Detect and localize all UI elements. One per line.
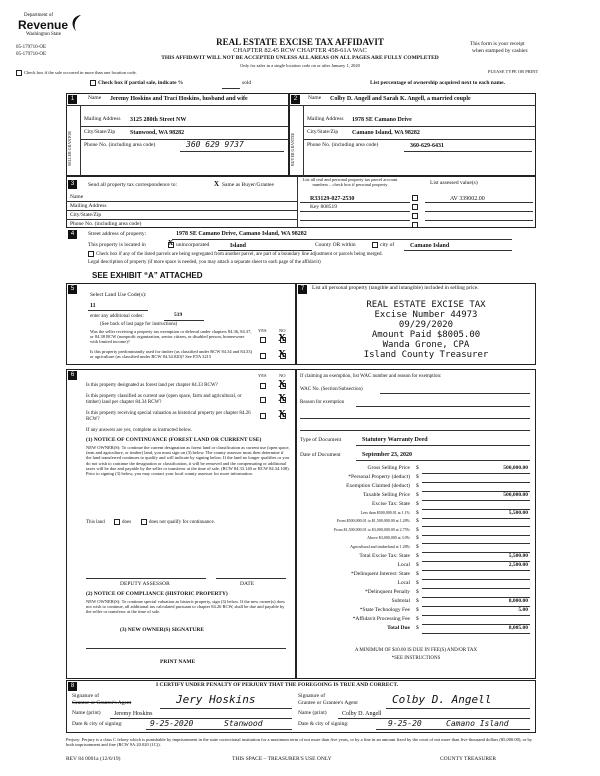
s6-question-2: Is this property classified as current use (open space, farm and agricultural, or timber) land per chapter 84.34 RCW?	[86, 394, 242, 405]
personal-property-checkbox-2[interactable]	[412, 204, 418, 210]
bracket_rows-label: From $500,000.01 to $1,500,000.00 at 1.28%	[337, 518, 410, 524]
corr-city-label: City/State/Zip	[70, 212, 102, 218]
assessor-date-label: DATE	[240, 581, 255, 587]
notice2-title: (2) NOTICE OF COMPLIANCE (HISTORIC PROPERTY)	[86, 591, 228, 597]
grantee-signing-city[interactable]: Camano Island	[446, 719, 509, 728]
located-in-label: This property is located in	[88, 242, 146, 248]
dollar-sign: $	[416, 483, 419, 489]
dollar-sign: $	[416, 492, 419, 498]
exemption-label: If claiming an exemption, list WAC number and reason for exemption:	[300, 374, 442, 379]
total_rows-value[interactable]: 8,005.00	[508, 625, 528, 631]
form-revision: REV 84 0001a (12/6/19)	[66, 756, 121, 762]
bracket_rows-label: From $1,500,000.01 to $3,000,000.00 at 2.75%	[334, 526, 410, 532]
s5-no-header: NO	[279, 328, 286, 333]
street-address[interactable]: 1978 SE Camano Drive, Camano Island, WA 98282	[176, 231, 307, 237]
dollar-sign: $	[416, 607, 419, 613]
correspondence-check-mark[interactable]: X	[214, 180, 220, 188]
section-8-number: 8	[68, 682, 77, 691]
total_rows-label: Local	[397, 580, 410, 586]
s6-q1-no-mark: X	[278, 378, 286, 390]
s5-q1-yes-checkbox[interactable]	[260, 337, 266, 343]
buyer-name[interactable]: Colby D. Angell and Sarah K. Angell, a married couple	[330, 96, 471, 102]
partial-pct-line[interactable]	[222, 88, 240, 89]
seller-name-label: Name	[88, 95, 102, 101]
grantee-signature[interactable]: Colby D. Angell	[392, 693, 492, 706]
land-does-label: does	[122, 520, 132, 525]
section-4-number: 4	[68, 230, 77, 239]
multi-location-label: Check box if the sale occurred in more than one location code.	[24, 70, 137, 75]
city-of-label: city of	[380, 242, 395, 248]
dollar-sign: $	[416, 589, 419, 595]
total_rows-value[interactable]: 2,500.00	[508, 562, 528, 568]
parcel-number-1[interactable]: R33129-027-2530	[310, 196, 355, 202]
doc-date-value[interactable]: September 23, 2020	[362, 452, 413, 458]
tax_rows-label: Excise Tax: State	[371, 501, 410, 507]
grantor-signing-date[interactable]: 9-25-2020	[150, 719, 194, 728]
dollar-sign: $	[416, 571, 419, 577]
unincorporated-check-mark: X	[168, 239, 174, 247]
seller-mailing-label: Mailing Address	[84, 116, 121, 122]
see-back-note: (See back of last page for instructions)	[100, 322, 178, 327]
bracket_rows-value[interactable]: 5,500.00	[508, 510, 528, 516]
s5-q1-no-mark: X	[278, 332, 286, 344]
s6-if-yes-note: If any answers are yes, complete as instructed below.	[86, 428, 193, 433]
grantee-signing-date[interactable]: 9-25-20	[388, 719, 422, 728]
section-5-number: 5	[68, 285, 77, 294]
minimum-due-note: A MINIMUM OF $10.00 IS DUE IN FEE(S) AND/OR TAX	[354, 648, 478, 653]
tax_rows-value[interactable]: 500,000.00	[503, 492, 528, 498]
dollar-sign: $	[416, 474, 419, 480]
land-does-checkbox[interactable]	[114, 519, 120, 525]
land-use-label: Select Land Use Code(s):	[90, 292, 147, 298]
s6-q1-yes-checkbox[interactable]	[260, 383, 266, 389]
stamp-line-4: Amount Paid $8005.00	[371, 330, 481, 340]
s5-question-2: Is this property predominantly used for timber (as classified under RCW 84.34 and 84.33) or agriculture (as classified under RCW 84.34.020)? See ETA 3215	[90, 349, 253, 360]
seller-city[interactable]: Stanwood, WA 98282	[130, 130, 185, 136]
total_rows-label: *State Technology Fee	[359, 607, 410, 613]
county-treasurer-label: COUNTY TREASURER	[440, 756, 497, 762]
treasurer-use-only: THIS SPACE – TREASURER'S USE ONLY	[232, 756, 332, 762]
doc-date-label: Date of Document	[300, 452, 341, 458]
dollar-sign: $	[416, 616, 419, 622]
section-7-number: 7	[298, 285, 307, 294]
new-owner-signature-label: (3) NEW OWNER(S) SIGNATURE	[120, 627, 204, 633]
sold-label: sold	[242, 80, 252, 86]
buyer-side-label: BUYER GRANTEE	[290, 132, 295, 166]
dollar-sign: $	[416, 625, 419, 631]
s5-q2-yes-checkbox[interactable]	[260, 353, 266, 359]
s6-no-header: NO	[279, 373, 286, 378]
page-subtitle: CHAPTER 82.45 RCW CHAPTER 458-61A WAC	[233, 47, 367, 54]
print-name-label: PRINT NAME	[160, 659, 196, 665]
s6-q3-no-mark: X	[278, 408, 286, 420]
section-1-number: 1	[68, 95, 77, 104]
buyer-city-label: City/State/Zip	[307, 129, 339, 135]
s6-question-3: Is this property receiving special valuation as historical property per chapter 84.26 RCW?	[86, 411, 251, 422]
dollar-sign: $	[416, 535, 419, 542]
dollar-sign: $	[416, 553, 419, 559]
doc-type-value[interactable]: Statutory Warranty Deed	[362, 437, 428, 443]
dollar-sign: $	[416, 526, 419, 533]
perjury-notice: Perjury: Perjury is a class C felony which is punishable by imprisonment in the state correctional institution for a maximum term of not more than five years, or by a fine in an amount fixed by the court of not more than five thousand dollars ($5,000.00), or by both imprisonment and fine (RCW 9A.20.020 (1C)).	[66, 737, 533, 748]
total_rows-label: Total Excise Tax: State	[359, 553, 410, 559]
s5-yes-header: YES	[258, 328, 267, 333]
partial-sale-checkbox[interactable]	[90, 80, 96, 86]
s6-question-1: Is this property designated as forest land per chapter 84.33 RCW?	[86, 383, 218, 388]
deputy-assessor-label: DEPUTY ASSESSOR	[120, 581, 170, 587]
only-for-text: Only for sales in a single location code on or after January 1, 2020	[240, 63, 360, 68]
warning-text: THIS AFFIDAVIT WILL NOT BE ACCEPTED UNLESS ALL AREAS ON ALL PAGES ARE FULLY COMPLETED	[161, 55, 439, 61]
bracket_rows-label: Less than $500,000.01 at 1.1%	[360, 510, 410, 515]
total_rows-value[interactable]: 5.00	[518, 607, 528, 613]
section-3-number: 3	[68, 180, 77, 189]
dollar-sign: $	[416, 510, 419, 516]
section-2-number: 2	[291, 95, 300, 104]
grantee-sig-label: Signature of	[298, 693, 326, 699]
dept-line2: Revenue	[18, 18, 69, 32]
partial-sale-label: Check box if partial sale, indicate %	[98, 80, 184, 86]
land-does-not-label: does not qualify for continuance.	[149, 520, 215, 525]
bracket_rows-label: Above $3,000,000 at 3.0%	[367, 535, 410, 541]
land-does-not-checkbox[interactable]	[141, 519, 147, 525]
total_rows-value[interactable]: 8,000.00	[508, 598, 528, 604]
form-code-2: 05-179710-OE	[16, 52, 46, 57]
street-address-label: Street address of property:	[88, 231, 147, 237]
see-instructions-note: *SEE INSTRUCTIONS	[391, 656, 441, 661]
parcel-number-2[interactable]: Key 808519	[310, 204, 338, 210]
total_rows-label: *Delinquent Penalty	[364, 589, 410, 595]
buyer-phone-label: Phone No. (including area code)	[307, 142, 379, 148]
parcel-list-header: List all real and personal property tax parcel account numbers – check box if personal property	[302, 177, 398, 188]
form-code-1: 05-179710-OE	[16, 45, 46, 50]
total_rows-label: Total Due	[387, 625, 410, 631]
s6-yes-header: YES	[258, 373, 267, 378]
county-value[interactable]: Island	[230, 243, 247, 249]
personal-property-checkbox-4[interactable]	[412, 222, 418, 228]
segregated-label: Check box if any of the listed parcels are being segregated from another parcel, are part of a boundary line adjustment or parcels being merged.	[96, 252, 383, 257]
land-use-code[interactable]: 11	[90, 303, 96, 309]
dollar-sign: $	[416, 562, 419, 568]
s6-q2-no-mark: X	[278, 392, 286, 404]
grantee-name-label: Name (print)	[298, 710, 327, 716]
corr-mailing-label: Mailing Address	[70, 203, 107, 209]
dollar-sign: $	[416, 543, 419, 550]
stamp-line-3: 09/29/2020	[398, 320, 454, 330]
grantor-printed-name[interactable]: Jeremy Hoskins	[114, 711, 153, 717]
receipt-note-2: when stamped by cashier.	[472, 48, 529, 54]
seller-phone[interactable]: 360 629 9737	[186, 140, 244, 149]
grantor-date-label: Date & city of signing:	[72, 721, 123, 727]
grantor-name-label: Name (print)	[72, 710, 101, 716]
doc-type-label: Type of Document	[300, 437, 342, 443]
bracket_rows-label: Agricultural and timberland at 1.28%	[350, 543, 410, 549]
grantor-signature[interactable]: Jery Hoskins	[176, 693, 256, 706]
grantor-agent-label: Grantor or Grantor's Agent	[72, 700, 132, 706]
city-of-checkbox[interactable]	[372, 242, 378, 248]
corr-name-label: Name	[70, 194, 84, 200]
dollar-sign: $	[416, 598, 419, 604]
list-pct-note: List percentage of ownership acquired next to each name.	[370, 80, 505, 86]
tax_rows-label: Gross Selling Price	[367, 465, 410, 471]
personal-property-checkbox-3[interactable]	[412, 213, 418, 219]
total_rows-label: *Delinquent Interest: State	[351, 571, 410, 577]
total_rows-value[interactable]: 5,500.00	[508, 553, 528, 559]
unincorporated-label: unincorporated	[176, 242, 210, 248]
total_rows-label: Subtotal	[391, 598, 410, 604]
notice1-title: (1) NOTICE OF CONTINUANCE (FOREST LAND OR CURRENT USE)	[86, 437, 262, 443]
county-or-within-label: County OR within	[315, 242, 356, 248]
seller-mailing[interactable]: 3125 280th Street NW	[130, 117, 187, 123]
multi-location-checkbox[interactable]	[16, 70, 22, 76]
stamp-line-2: Excise Number 44973	[374, 310, 478, 320]
section-6-number: 6	[68, 371, 77, 380]
tax_rows-value[interactable]: 500,000.00	[503, 465, 528, 471]
dept-line1: Department of	[24, 13, 54, 18]
seller-side-label: SELLER GRANTOR	[67, 131, 72, 166]
see-exhibit-text: SEE EXHIBIT “A” ATTACHED	[92, 271, 203, 280]
this-land-label: This land	[86, 520, 105, 525]
segregated-checkbox[interactable]	[88, 251, 94, 257]
additional-code[interactable]: 519	[174, 312, 183, 318]
legal-description-label: Legal description of property (if more space is needed, you may attach a separate sheet to each page of the affidavit)	[88, 260, 321, 265]
dollar-sign: $	[416, 518, 419, 525]
s5-q2-no-mark: X	[278, 348, 286, 360]
dept-line3: Washington State	[26, 32, 62, 37]
dollar-sign: $	[416, 465, 419, 471]
grantee-agent-label: Grantee or Grantee's Agent	[298, 700, 358, 706]
total_rows-label: *Affidavit Processing Fee	[352, 616, 410, 622]
personal-property-label: List all personal property (tangible and intangible) included in selling price.	[312, 285, 479, 291]
stamp-line-6: Island County Treasurer	[363, 350, 489, 360]
dollar-sign: $	[416, 501, 419, 507]
tax_rows-label: *Personal Property (deduct)	[348, 474, 410, 480]
receipt-note-1: This form is your receipt	[470, 41, 525, 47]
page-title: REAL ESTATE EXCISE TAX AFFIDAVIT	[216, 37, 384, 47]
stamp-line-5: Wanda Grone, CPA	[382, 340, 470, 350]
personal-property-checkbox-1[interactable]	[412, 195, 418, 201]
assessed-header: List assessed value(s)	[430, 180, 478, 186]
tax_rows-label: Exemption Claimed (deduct)	[346, 483, 410, 489]
dor-logo-icon	[68, 13, 84, 33]
seller-name[interactable]: Jeremy Hoskins and Traci Hoskins, husband and wife	[110, 96, 248, 102]
stamp-line-1: REAL ESTATE EXCISE TAX	[366, 300, 486, 310]
buyer-phone[interactable]: 360-629-6431	[410, 143, 444, 149]
seller-phone-label: Phone No. (including area code)	[84, 142, 156, 148]
certify-statement: I CERTIFY UNDER PENALTY OF PERJURY THAT THE FOREGOING IS TRUE AND CORRECT.	[156, 682, 399, 688]
buyer-city[interactable]: Camano Island, WA 98282	[352, 130, 420, 136]
grantee-date-label: Date & city of signing:	[298, 721, 349, 727]
same-as-buyer-label: Same as Buyer/Grantee	[222, 182, 274, 188]
reason-label: Reason for exemption	[300, 400, 345, 405]
buyer-name-label: Name	[308, 95, 322, 101]
city-value[interactable]: Camano Island	[410, 243, 450, 249]
additional-codes-label: enter any additional codes:	[90, 314, 144, 319]
s6-q3-yes-checkbox[interactable]	[260, 413, 266, 419]
seller-city-label: City/State/Zip	[84, 129, 116, 135]
s6-q2-yes-checkbox[interactable]	[260, 397, 266, 403]
tax_rows-label: Taxable Selling Price	[363, 492, 410, 498]
grantor-sig-label: Signature of	[72, 693, 100, 699]
treasurer-stamp	[336, 300, 516, 360]
correspondence-label: Send all property tax correspondence to:	[88, 182, 178, 188]
notice2-body: NEW OWNER(S): To continue special valuation as historic property, sign (3) below. If the new owner(s) does not wish to continue, all additional tax calculated pursuant to chapter 84.26 RCW, shall be due and payable by the seller or transferor at the time of sale.	[86, 599, 285, 615]
dollar-sign: $	[416, 580, 419, 586]
wac-label: WAC No. (Section/Subsection)	[300, 387, 363, 392]
grantor-signing-city[interactable]: Stanwood	[224, 719, 263, 728]
buyer-mailing-label: Mailing Address	[307, 116, 344, 122]
total_rows-label: Local	[397, 562, 410, 568]
type-print-note: PLEASE TYPE OR PRINT	[488, 69, 539, 74]
buyer-mailing[interactable]: 1978 SE Camano Drive	[352, 117, 412, 123]
s5-question-1: Was the seller receiving a property tax exemption or deferral under chapters 84.36, 84.37, or 84.38 RCW (nonprofit organization, senior citizen, or disabled person, homeowner with limited income)?	[90, 329, 252, 345]
grantee-printed-name[interactable]: Colby D. Angell	[342, 711, 382, 717]
corr-phone-label: Phone No. (including area code)	[70, 221, 142, 227]
notice1-body: NEW OWNER(S): To continue the current designation as forest land or classification as current use (open space, farm and agriculture, or timber) land, you must sign on (3) below. The county assessor must then determine if the land transferred continues to qualify and will indicate by signing below. If the land no longer qualifies or you do not wish to continue the designation or classification, it will be removed and the compensating or additional taxes will be due and payable by the seller or transferor at the time of sale. (RCW 84.33.140 or RCW 84.34.108). Prior to signing (3) below, you may contact your local county assessor for more information.	[86, 445, 290, 476]
assessed-value-1[interactable]: AV 339002.00	[450, 196, 485, 202]
